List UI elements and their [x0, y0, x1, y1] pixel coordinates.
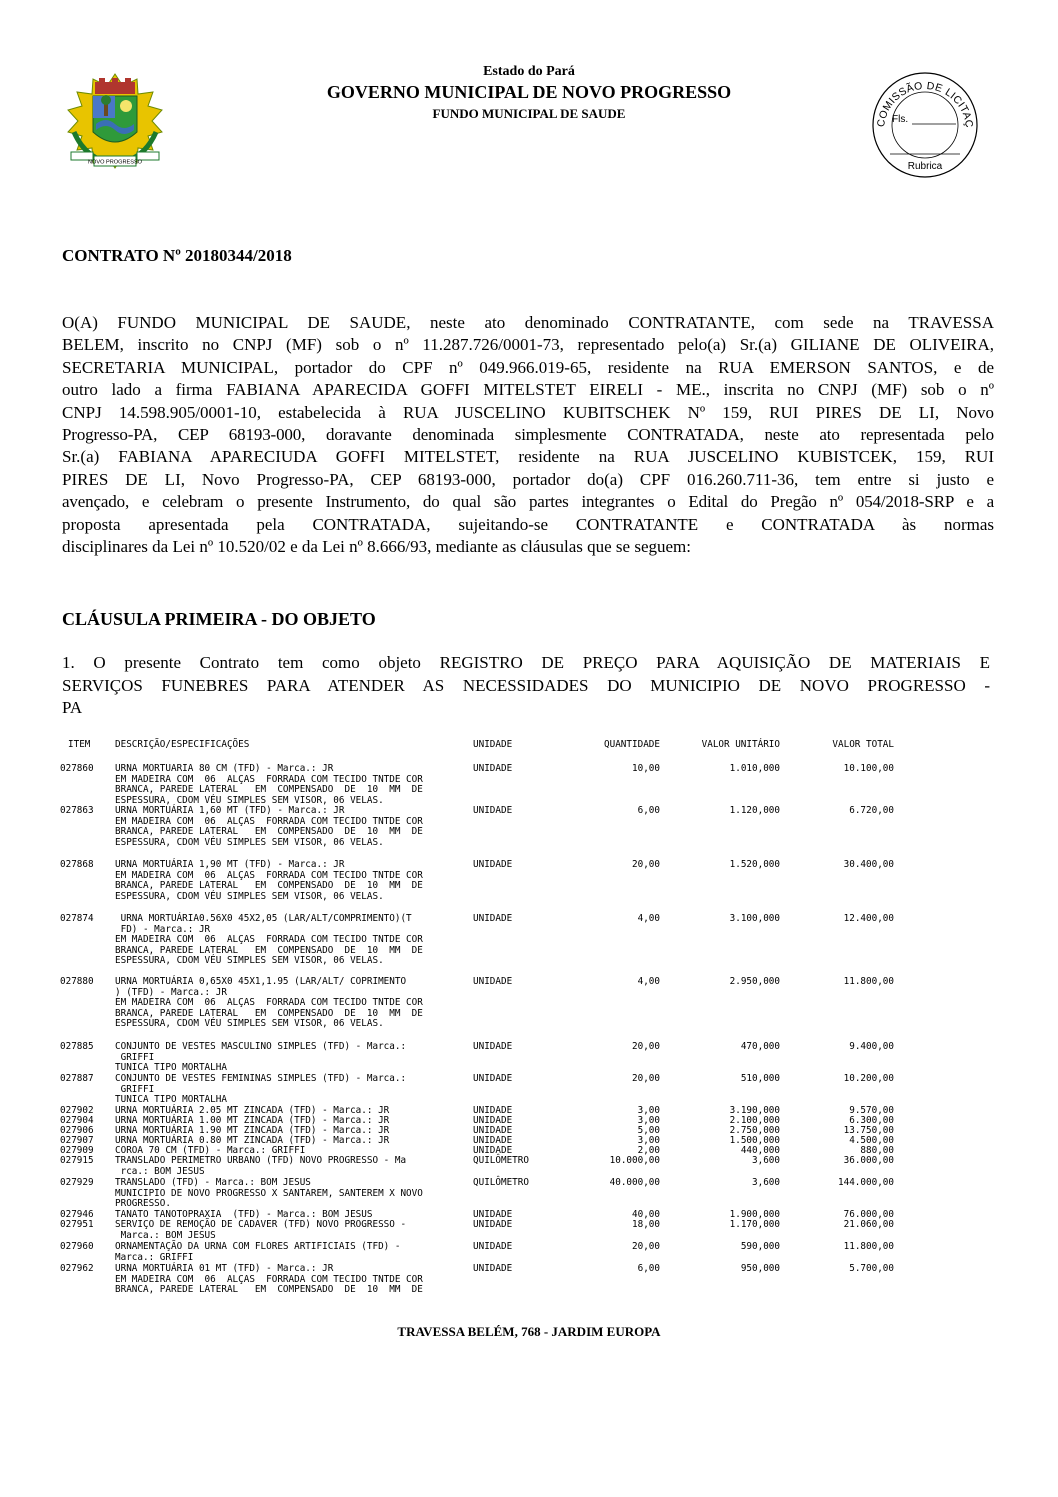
- intro-line: disciplinares da Lei nº 10.520/02 e da Lei nº 8.666/93, mediante as cláusulas que se seguem:: [62, 536, 691, 556]
- item-description: TRANSLADO (TFD) - Marca.: BOM JESUS MUNICIPIO DE NOVO PROGRESSO X SANTAREM, SANTEREM X NOVO PROGRESSO.: [115, 1177, 423, 1209]
- item-quantity: 5,00: [637, 1125, 660, 1136]
- intro-line: Sr.(a) FABIANA APARECIUDA GOFFI MITELSTET, residente na RUA JUSCELINO KUBISTCEK, 159, RUI: [62, 447, 994, 467]
- item-code: 027929: [60, 1177, 94, 1188]
- item-quantity: 6,00: [637, 1263, 660, 1274]
- item-total-value: 12.400,00: [843, 913, 894, 924]
- item-description: URNA MORTUÁRIA 2.05 MT ZINCADA (TFD) - Marca.: JR: [115, 1105, 390, 1116]
- intro-line: CNPJ 14.598.905/0001-10, estabelecida à RUA JUSCELINO KUBITSCHEK Nº 159, RUI PIRES DE LI, Novo: [62, 402, 994, 422]
- item-unit: UNIDADE: [473, 913, 513, 924]
- item-unit-value: 1.520,000: [729, 859, 780, 870]
- item-unit-value: 1.120,000: [729, 805, 780, 816]
- item-quantity: 4,00: [637, 913, 660, 924]
- item-description: COROA 70 CM (TFD) - Marca.: GRIFFI: [115, 1145, 306, 1156]
- item-code: 027880: [60, 976, 94, 987]
- item-unit-value: 1.500,000: [729, 1135, 780, 1146]
- item-unit-value: 3.100,000: [729, 913, 780, 924]
- intro-line: proposta apresentada pela CONTRATADA, sujeitando-se CONTRATANTE e CONTRATADA às normas: [62, 514, 994, 534]
- item-code: 027874: [60, 913, 94, 924]
- item-description: URNA MORTUÁRIA 1.90 MT ZINCADA (TFD) - Marca.: JR: [115, 1125, 390, 1136]
- item-code: 027863: [60, 805, 94, 816]
- item-quantity: 40,00: [632, 1209, 660, 1220]
- item-unit: QUILÔMETRO: [473, 1155, 529, 1166]
- object-line: SERVIÇOS FUNEBRES PARA ATENDER AS NECESSIDADES DO MUNICIPIO DE NOVO PROGRESSO -: [62, 675, 990, 695]
- item-code: 027909: [60, 1145, 94, 1156]
- item-unit-value: 470,000: [740, 1041, 780, 1052]
- item-code: 027960: [60, 1241, 94, 1252]
- item-total-value: 144.000,00: [838, 1177, 894, 1188]
- item-total-value: 76.000,00: [843, 1209, 894, 1220]
- stamp-ring-text: COMISSÃO DE LICITAÇ: [875, 79, 976, 129]
- item-description: URNA MORTUÁRIA0.56X0 45X2,05 (LAR/ALT/COMPRIMENTO)(T FD) - Marca.: JR EM MADEIRA COM 06 ALÇAS FORRADA COM TECIDO TNTDE COR BRANCA, PAREDE LATERAL EM COMPENSADO DE 10 MM DE ESPESSURA, CDOM VÉU SIMPLES SEM VISOR, 06 VELAS.: [115, 913, 423, 966]
- item-total-value: 36.000,00: [843, 1155, 894, 1166]
- item-quantity: 20,00: [632, 859, 660, 870]
- item-unit-value: 3.190,000: [729, 1105, 780, 1116]
- item-unit-value: 2.100,000: [729, 1115, 780, 1126]
- item-unit: UNIDADE: [473, 1219, 513, 1230]
- item-unit-value: 3,600: [752, 1177, 780, 1188]
- item-code: 027907: [60, 1135, 94, 1146]
- item-unit-value: 1.170,000: [729, 1219, 780, 1230]
- item-code: 027946: [60, 1209, 94, 1220]
- col-header-quantity: QUANTIDADE: [604, 739, 660, 750]
- item-total-value: 11.800,00: [843, 976, 894, 987]
- contract-title: CONTRATO Nº 20180344/2018: [62, 246, 292, 265]
- item-code: 027860: [60, 763, 94, 774]
- contract-intro-paragraph: [62, 312, 994, 558]
- item-quantity: 10,00: [632, 763, 660, 774]
- item-total-value: 880,00: [860, 1145, 894, 1156]
- item-unit: UNIDADE: [473, 1041, 513, 1052]
- item-unit-value: 590,000: [740, 1241, 780, 1252]
- item-code: 027951: [60, 1219, 94, 1230]
- item-unit: UNIDADE: [473, 1073, 513, 1084]
- item-total-value: 9.570,00: [849, 1105, 894, 1116]
- item-total-value: 30.400,00: [843, 859, 894, 870]
- item-quantity: 20,00: [632, 1241, 660, 1252]
- header-government: GOVERNO MUNICIPAL DE NOVO PROGRESSO: [326, 82, 732, 102]
- item-code: 027887: [60, 1073, 94, 1084]
- item-code: 027902: [60, 1105, 94, 1116]
- item-unit-value: 2.750,000: [729, 1125, 780, 1136]
- item-description: URNA MORTUÁRIA 0,65X0 45X1,1.95 (LAR/ALT/ COPRIMENTO ) (TFD) - Marca.: JR EM MADEIRA COM 06 ALÇAS FORRADA COM TECIDO TNTDE COR BRANCA, PAREDE LATERAL EM COMPENSADO DE 10 MM DE ESPESSURA, CDOM VÉU SIMPLES SEM VISOR, 06 VELAS.: [115, 976, 423, 1029]
- col-header-item: ITEM: [68, 739, 91, 750]
- header-state: Estado do Pará: [483, 64, 575, 79]
- item-description: URNA MORTUÁRIA 1,90 MT (TFD) - Marca.: JR EM MADEIRA COM 06 ALÇAS FORRADA COM TECIDO TNTDE COR BRANCA, PAREDE LATERAL EM COMPENSADO DE 10 MM DE ESPESSURA, CDOM VÉU SIMPLES SEM VISOR, 06 VELAS.: [115, 859, 423, 902]
- item-code: 027904: [60, 1115, 94, 1126]
- object-line: PA: [62, 698, 83, 717]
- item-total-value: 11.800,00: [843, 1241, 894, 1252]
- stamp-fls-label: Fls.: [892, 114, 909, 125]
- item-total-value: 6.720,00: [849, 805, 894, 816]
- item-unit: QUILÔMETRO: [473, 1177, 529, 1188]
- item-unit-value: 3,600: [752, 1155, 780, 1166]
- item-total-value: 21.060,00: [843, 1219, 894, 1230]
- item-code: 027906: [60, 1125, 94, 1136]
- item-description: CONJUNTO DE VESTES FEMININAS SIMPLES (TFD) - Marca.: GRIFFI TUNICA TIPO MORTALHA: [115, 1073, 407, 1105]
- item-quantity: 20,00: [632, 1041, 660, 1052]
- intro-line: outro lado a firma FABIANA APARECIDA GOFFI MITELSTET EIRELI - ME., inscrita no CNPJ (MF) sob o nº: [62, 380, 994, 400]
- logo-banner-text: NOVO PROGRESSO: [87, 159, 143, 166]
- item-code: 027962: [60, 1263, 94, 1274]
- item-unit: UNIDADE: [473, 1241, 513, 1252]
- item-total-value: 13.750,00: [843, 1125, 894, 1136]
- licitacao-stamp: [870, 70, 980, 180]
- item-total-value: 10.200,00: [843, 1073, 894, 1084]
- footer-address: TRAVESSA BELÉM, 768 - JARDIM EUROPA: [397, 1324, 661, 1339]
- intro-line: BELEM, inscrito no CNPJ (MF) sob o nº 11.287.726/0001-73, representado pelo(a) Sr.(a) GILIANE DE OLIVEIRA,: [62, 335, 994, 355]
- item-total-value: 9.400,00: [849, 1041, 894, 1052]
- intro-line: SECRETARIA MUNICIPAL, portador do CPF nº 049.966.019-65, residente na RUA EMERSON SANTOS, e de: [62, 357, 994, 377]
- item-code: 027915: [60, 1155, 94, 1166]
- item-unit: UNIDADE: [473, 1263, 513, 1274]
- intro-line: O(A) FUNDO MUNICIPAL DE SAUDE, neste ato denominado CONTRATANTE, com sede na TRAVESSA: [62, 313, 994, 332]
- item-total-value: 4.500,00: [849, 1135, 894, 1146]
- col-header-description: DESCRIÇÃO/ESPECIFICAÇÕES: [115, 739, 250, 750]
- item-quantity: 18,00: [632, 1219, 660, 1230]
- item-quantity: 40.000,00: [609, 1177, 660, 1188]
- item-description: URNA MORTUARIA 80 CM (TFD) - Marca.: JR EM MADEIRA COM 06 ALÇAS FORRADA COM TECIDO TNTDE COR BRANCA, PAREDE LATERAL EM COMPENSADO DE 10 MM DE ESPESSURA, CDOM VÉU SIMPLES SEM VISOR, 06 VELAS.: [115, 763, 423, 806]
- col-header-unit: UNIDADE: [473, 739, 513, 750]
- item-unit: UNIDADE: [473, 1105, 513, 1116]
- item-unit-value: 2.950,000: [729, 976, 780, 987]
- item-unit: UNIDADE: [473, 976, 513, 987]
- item-quantity: 3,00: [637, 1105, 660, 1116]
- item-description: CONJUNTO DE VESTES MASCULINO SIMPLES (TFD) - Marca.: GRIFFI TUNICA TIPO MORTALHA: [115, 1041, 407, 1073]
- item-description: TANATO TANOTOPRAXIA (TFD) - Marca.: BOM JESUS: [115, 1209, 373, 1220]
- object-line: 1. O presente Contrato tem como objeto REGISTRO DE PREÇO PARA AQUISIÇÃO DE MATERIAIS E: [62, 653, 990, 672]
- item-unit-value: 440,000: [740, 1145, 780, 1156]
- intro-line: avençado, e celebram o presente Instrumento, do qual são partes integrantes o Edital do Pregão nº 054/2018-SRP e a: [62, 492, 994, 512]
- item-description: ORNAMENTAÇÃO DA URNA COM FLORES ARTIFICIAIS (TFD) - Marca.: GRIFFI: [115, 1241, 401, 1263]
- item-unit: UNIDADE: [473, 763, 513, 774]
- item-unit-value: 950,000: [740, 1263, 780, 1274]
- item-description: URNA MORTUÁRIA 01 MT (TFD) - Marca.: JR EM MADEIRA COM 06 ALÇAS FORRADA COM TECIDO TNTDE COR BRANCA, PAREDE LATERAL EM COMPENSADO DE 10 MM DE: [115, 1263, 423, 1295]
- col-header-total-value: VALOR TOTAL: [832, 739, 894, 750]
- stamp-rubrica-label: Rubrica: [907, 161, 943, 172]
- intro-line: Progresso-PA, CEP 68193-000, doravante denominada simplesmente CONTRATADA, neste ato representada pelo: [62, 424, 994, 444]
- item-unit: UNIDADE: [473, 1115, 513, 1126]
- clause-title: CLÁUSULA PRIMEIRA - DO OBJETO: [62, 609, 376, 629]
- item-total-value: 5.700,00: [849, 1263, 894, 1274]
- item-description: URNA MORTUÁRIA 0.80 MT ZINCADA (TFD) - Marca.: JR: [115, 1135, 390, 1146]
- object-paragraph: [62, 652, 990, 720]
- intro-line: PIRES DE LI, Novo Progresso-PA, CEP 68193-000, portador do(a) CPF 016.260.711-36, tem entre si justo e: [62, 469, 994, 489]
- item-quantity: 4,00: [637, 976, 660, 987]
- item-unit: UNIDADE: [473, 859, 513, 870]
- item-unit: UNIDADE: [473, 805, 513, 816]
- item-code: 027885: [60, 1041, 94, 1052]
- header-fund: FUNDO MUNICIPAL DE SAUDE: [432, 106, 626, 121]
- item-description: SERVIÇO DE REMOÇÃO DE CADAVER (TFD) NOVO PROGRESSO - Marca.: BOM JESUS: [115, 1219, 407, 1241]
- item-unit-value: 510,000: [740, 1073, 780, 1084]
- col-header-unit-value: VALOR UNITÁRIO: [701, 739, 780, 750]
- item-description: URNA MORTUÁRIA 1.00 MT ZINCADA (TFD) - Marca.: JR: [115, 1115, 390, 1126]
- item-quantity: 10.000,00: [609, 1155, 660, 1166]
- item-quantity: 6,00: [637, 805, 660, 816]
- item-description: URNA MORTUÁRIA 1,60 MT (TFD) - Marca.: JR EM MADEIRA COM 06 ALÇAS FORRADA COM TECIDO TNTDE COR BRANCA, PAREDE LATERAL EM COMPENSADO DE 10 MM DE ESPESSURA, CDOM VÉU SIMPLES SEM VISOR, 06 VELAS.: [115, 805, 423, 848]
- item-code: 027868: [60, 859, 94, 870]
- item-total-value: 6.300,00: [849, 1115, 894, 1126]
- svg-text:COMISSÃO DE LICITAÇÃO: [870, 70, 975, 129]
- item-unit-value: 1.010,000: [729, 763, 780, 774]
- item-total-value: 10.100,00: [843, 763, 894, 774]
- item-description: TRANSLADO PERIMETRO URBANO (TFD) NOVO PROGRESSO - Ma rca.: BOM JESUS: [115, 1155, 407, 1177]
- item-quantity: 2,00: [637, 1145, 660, 1156]
- item-unit: UNIDADE: [473, 1125, 513, 1136]
- item-unit: UNIDADE: [473, 1135, 513, 1146]
- item-unit-value: 1.900,000: [729, 1209, 780, 1220]
- item-unit: UNIDADE: [473, 1145, 513, 1156]
- item-quantity: 20,00: [632, 1073, 660, 1084]
- item-unit: UNIDADE: [473, 1209, 513, 1220]
- item-quantity: 3,00: [637, 1115, 660, 1126]
- item-quantity: 3,00: [637, 1135, 660, 1146]
